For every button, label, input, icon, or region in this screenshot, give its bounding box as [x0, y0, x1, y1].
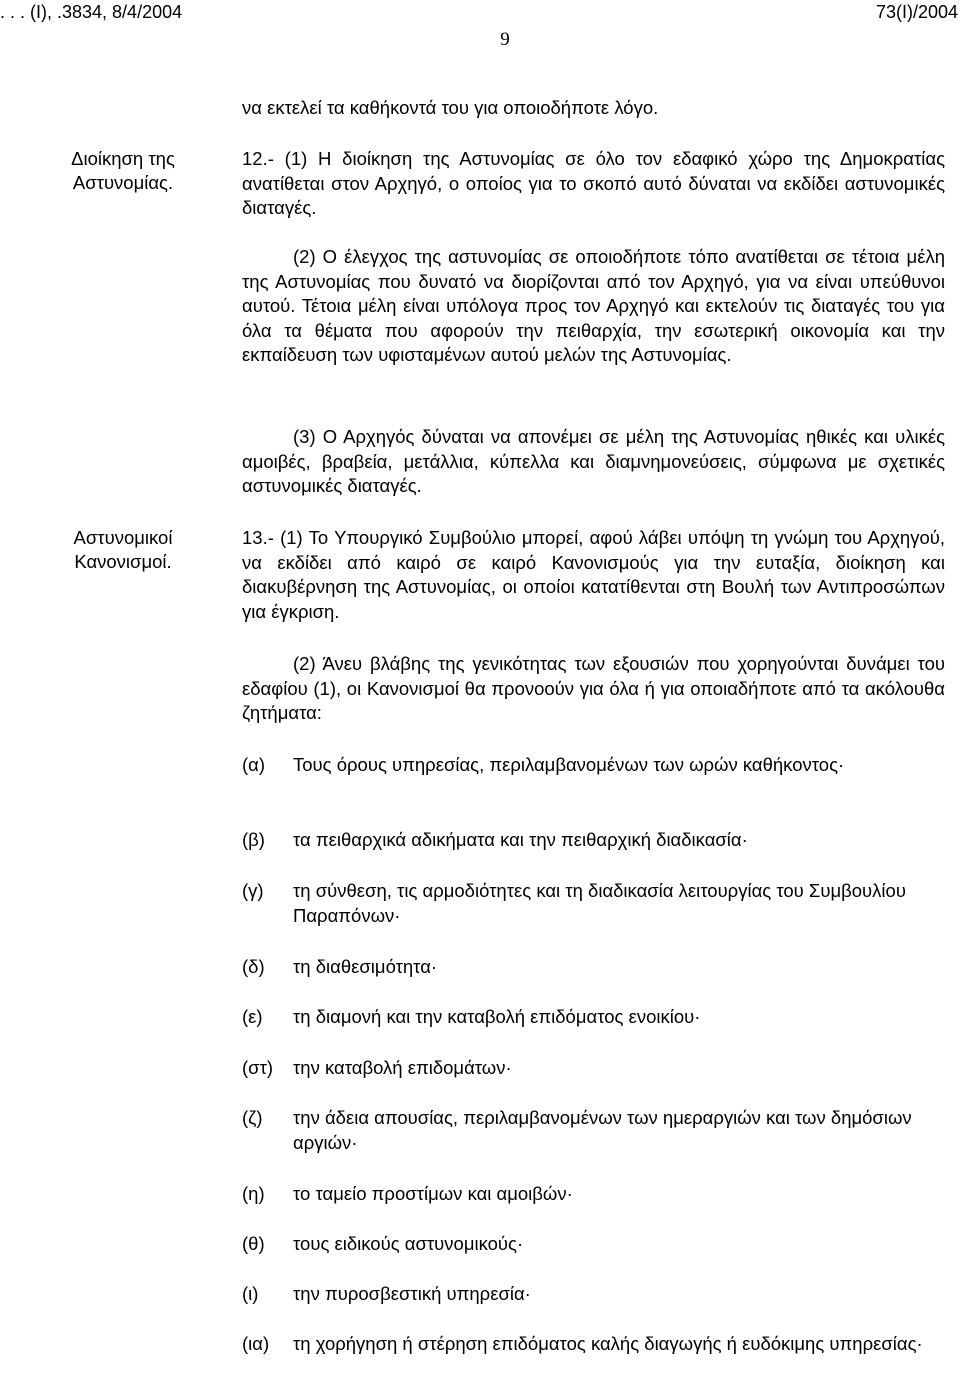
list-item-text: τη σύνθεση, τις αρμοδιότητες και τη διαδικασία λειτουργίας του Συμβουλίου Παραπόνων·: [293, 880, 906, 926]
sidenote-police-administration: Διοίκηση της Αστυνομίας.: [71, 148, 175, 193]
list-item-text: τα πειθαρχικά αδικήματα και την πειθαρχική διαδικασία·: [293, 829, 748, 850]
list-item-label: (β): [242, 829, 265, 850]
list-item-text: τη διαθεσιμότητα·: [293, 956, 438, 977]
list-item-label: (στ): [242, 1057, 274, 1078]
list-item-text: τη χορήγηση ή στέρηση επιδόματος καλής διαγωγής ή ευδόκιμης υπηρεσίας·: [293, 1333, 923, 1354]
list-item-text: την πυροσβεστική υπηρεσία·: [293, 1283, 531, 1304]
list-item-label: (ια): [242, 1333, 270, 1354]
list-item-label: (ε): [242, 1006, 263, 1027]
list-item-label: (θ): [242, 1233, 265, 1254]
section-12-subsection-2: (2) Ο έλεγχος της αστυνομίας σε οποιοδήποτε τόπο ανατίθεται σε τέτοια μέλη της Αστυνομίας που δυνατό να διορίζονται από τον Αρχηγό, για να είναι υπεύθυνοι αυτού. Τέτοια μέλη είναι υπόλογα προς τον Αρχηγό και εκτελούν τις διαταγές του για όλα τα θέματα που αφορούν την πειθαρχία, την εσωτερική οικονομία και την εκπαίδευση των υφισταμένων αυτού μελών της Αστυνομίας.: [242, 246, 945, 366]
list-item-text: την άδεια απουσίας, περιλαμβανομένων των ημεραργιών και των δημόσιων αργιών·: [293, 1107, 912, 1153]
header-gazette-reference: . . . (Ι), .3834, 8/4/2004: [0, 2, 183, 22]
list-item-text: τη διαμονή και την καταβολή επιδόματος ενοικίου·: [293, 1006, 701, 1027]
list-item-label: (ζ): [242, 1107, 263, 1128]
list-item-label: (δ): [242, 956, 265, 977]
section-13-subsection-1: 13.- (1) Το Υπουργικό Συμβούλιο μπορεί, αφού λάβει υπόψη τη γνώμη του Αρχηγού, να εκδίδει από καιρό σε καιρό Κανονισμούς για την ευταξία, διοίκηση και διακυβέρνηση της Αστυνομίας, οι οποίοι κατατίθενται στη Βουλή των Αντιπροσώπων για έγκριση.: [242, 527, 945, 622]
sidenote-police-regulations: Αστυνομικοί Κανονισμοί.: [73, 527, 173, 572]
section-12-subsection-1: 12.- (1) Η διοίκηση της Αστυνομίας σε όλο τον εδαφικό χώρο της Δημοκρατίας ανατίθεται στον Αρχηγό, ο οποίος για το σκοπό αυτό δύναται να εκδίδει αστυνομικές διαταγές.: [242, 148, 945, 219]
section-12-subsection-3: (3) Ο Αρχηγός δύναται να απονέμει σε μέλη της Αστυνομίας ηθικές και υλικές αμοιβές, βραβεία, μετάλλια, κύπελλα και διαμνημονεύσεις, σύμφωνα με σχετικές αστυνομικές διαταγές.: [242, 426, 945, 497]
list-item-text: την καταβολή επιδομάτων·: [293, 1057, 512, 1078]
list-item-label: (η): [242, 1183, 265, 1204]
list-item-label: (ι): [242, 1283, 259, 1304]
list-item-label: (γ): [242, 880, 264, 901]
section-13-subsection-2: (2) Άνευ βλάβης της γενικότητας των εξουσιών που χορηγούνται δυνάμει του εδαφίου (1), οι Κανονισμοί θα προνοούν για όλα ή για οποιαδήποτε από τα ακόλουθα ζητήματα:: [242, 653, 945, 724]
header-law-number: 73(Ι)/2004: [875, 2, 958, 22]
list-item-text: τους ειδικούς αστυνομικούς·: [293, 1233, 524, 1254]
list-item-text: Τους όρους υπηρεσίας, περιλαμβανομένων των ωρών καθήκοντος·: [293, 754, 845, 775]
page-number: 9: [500, 29, 510, 50]
continuation-line: να εκτελεί τα καθήκοντά του για οποιοδήποτε λόγο.: [242, 97, 659, 118]
list-item-label: (α): [242, 754, 266, 775]
list-item-text: το ταμείο προστίμων και αμοιβών·: [293, 1183, 573, 1204]
